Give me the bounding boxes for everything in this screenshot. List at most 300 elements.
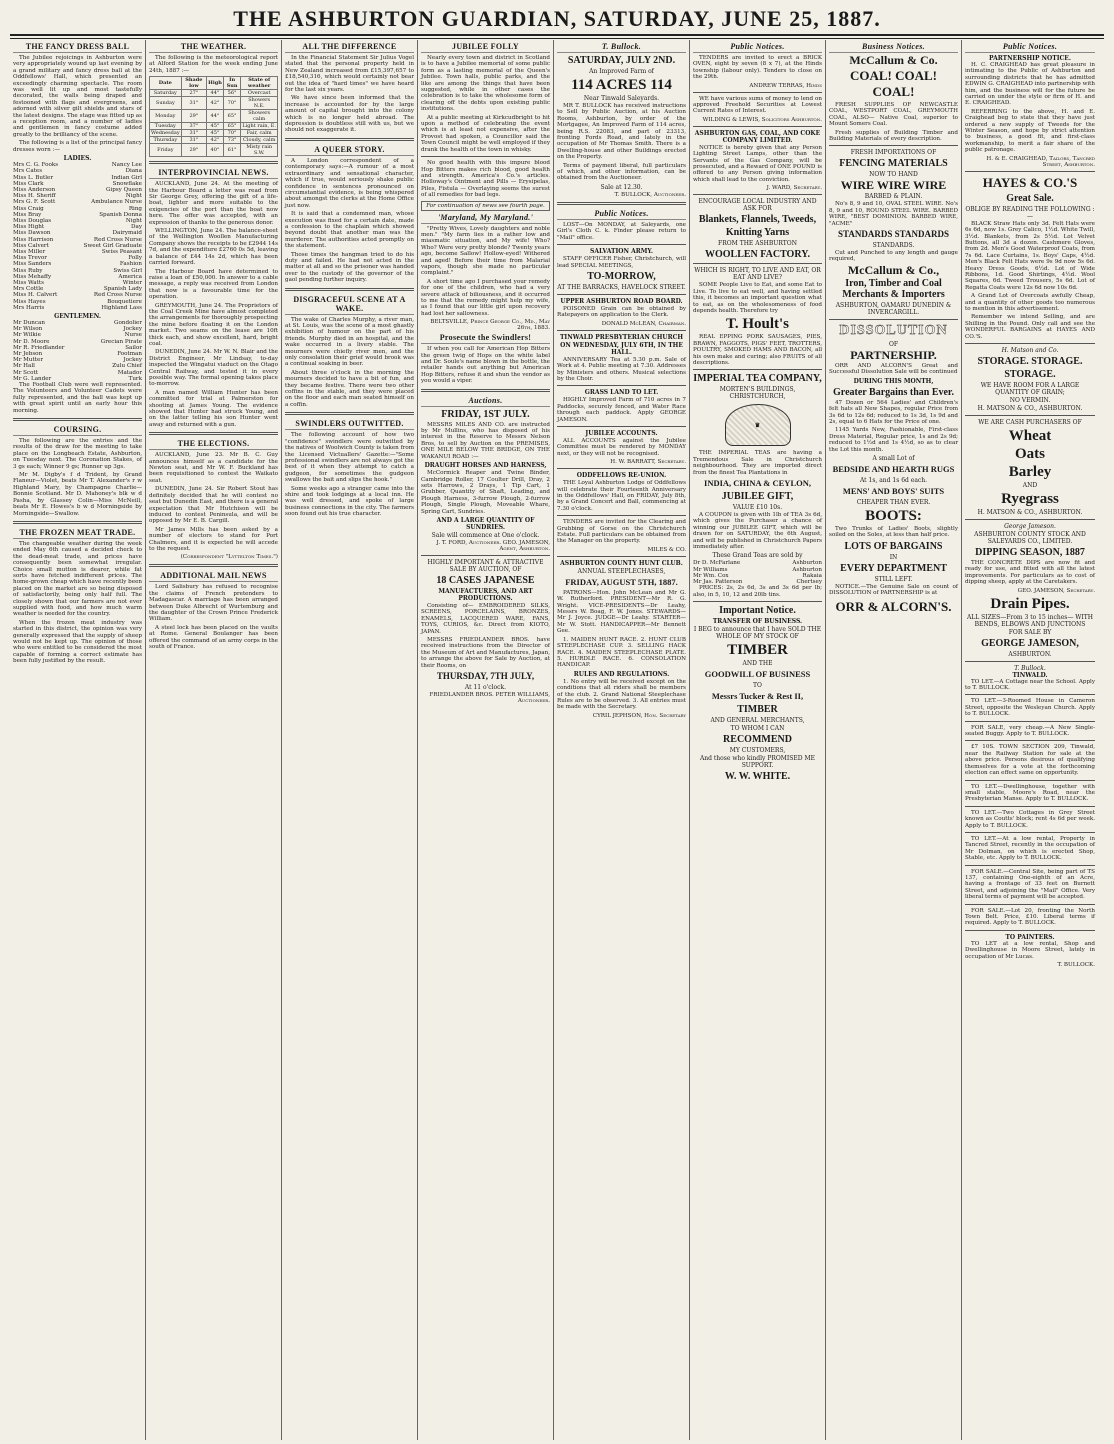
rugs-title: BEDSIDE AND HEARTH RUGS [832,463,955,474]
list-item: Miss H. Calvert Red Cross Nurse [13,292,142,299]
mccallum-name: McCallum & Co. [849,53,938,67]
auction-text: MESSRS MILES AND CO. are instructed by Mr Mullins, who has disposed of his interest in the Reserve to Messrs Nelson Bros, to sell by Auction on the PREMISES, ONE MILE BELOW THE BRIDGE, ON THE WAKANUI ROAD :— [421,421,550,460]
transfer-customers: MY CUSTOMERS, [729,747,786,755]
grain-barley: Barley [1008,464,1052,480]
money-to-lend-signature: WILDING & LEWIS, Solicitors Ashburton. [702,116,822,123]
table-row: Wednesday 31° 45° 70° Fair, calm [150,130,278,137]
business-notices-heading: Business Notices. [829,42,958,53]
swindlers-heading: SWINDLERS OUTWITTED. [285,419,414,430]
coursing-heading: COURSING. [13,425,142,436]
list-item: Mr G. Lander Turk [13,375,142,382]
continuation-note: For continuation of news see fourth page. [421,201,550,211]
farm-auction-location: Near Tinwald Saleyards. [583,95,660,102]
imperial-tea-prices: PRICES: 2s, 2s 6d, 3s and 3s 6d per lb; also, in 5, 10, 12 and 20lb tins. [693,585,822,598]
transfer-timber-2: TIMBER [737,704,778,716]
public-notices-heading-6: Public Notices. [693,42,822,53]
road-board-signature: DONALD McLEAN, Chairman. [601,320,686,327]
list-item: £7 10S. TOWN SECTION 209, Tinwald, near the Railway Station for sale at the above price. Persons desirous of qualifying themselves for a vote at the forthcoming election can effect same on opportunity. [965,744,1095,777]
coal-text: FRESH SUPPLIES OF NEWCASTLE COAL, WESTPORT COAL, GREYMOUTH COAL, ALSO— Native Coal, superior to Mount Somers Coal. [829,102,958,128]
auction-horses: DRAUGHT HORSES AND HARNESS, [424,462,547,470]
list-item: Miss Dawson Dairymaid [13,230,142,237]
coursing-text-2: Mr M. Digby's f d Trident, by Grand Flaneur—Violet, beats Mr T. Alexander's r w Highland Mary, by Champagne Charlie—Bonnie Scotland. Mr D. Mahoney's blk w d Pasha, by Glassey Colin—Miss McNeill, beats Mr E. Howes's b w d Morningside by Morningside—Swallow. [13,472,142,517]
fencing-ad [829,149,958,315]
road-board-text: POISONED Grain can be obtained by Ratepayers on application to the Clerk. [557,305,686,319]
farm-auction-sub: An Improved Farm of [589,68,654,75]
auction-ad-friday [421,409,550,552]
grain-wheat: Wheat [1008,428,1052,444]
auction-items: McCormick Reaper and Twine Binder, Cambridge Roller, 17 Coulter Drill, Dray, 2 sets Harrows, 2 Drays, 1 Tip Cart, 1 Grubber, Quantity of Shaft, Leading, and Plough Harness, 3-furrow Plough, 2-furrow Plough, Single Plough, Moveable Whare, Spring Cart, Sundries. [421,470,550,515]
dissolution-of: OF [888,340,899,348]
list-item: Mr Hall Zulu Chief [13,363,142,370]
transfer-whom: TO WHOM I CAN [730,725,785,733]
lots-bargains: LOTS OF BARGAINS [844,540,943,552]
list-item: TO LET.—Dwellinghouse, together with small stable, Moore's Road, near the Presbyterian Manse. Apply to T. BULLOCK. [965,783,1095,803]
grain-ryegrass: Ryegrass [1001,491,1059,507]
queer-story-text-1: A London correspondent of a contemporary says:—A rumour of a most extraordinary and sensational character, which if true, would seriously shake public confidence in sentences pronounced on circumstantial evidence, is being whispered about amongst the clerks at the Home Office just now. [285,157,414,209]
table-row: Saturday 27° 44° 56° Overcast [150,90,278,97]
agents-heading: These Grand Teas are sold by [712,552,803,560]
brick-oven-signature: ANDREW TERRAS, Hinds [749,82,822,89]
mccallum-coal-ad [829,55,958,142]
prosecute-heading: Prosecute the Swindlers! [421,333,550,344]
salvation-army-ad [557,248,686,291]
table-row: Thursday 31° 42° 73° Cloudy, calm [150,137,278,144]
still-left: STILL LEFT. [874,575,913,583]
hop-bitters-text: No good health with this impure blood Hop Bitters makes rich blood, good health and strength. America's Co.'s articles. Holloway's Ointment and Pills — Erysipelas, Piles, Fistula — Overlaying seems the surest of all remedies for bad legs. [421,160,550,199]
drain-pipes-text: ALL SIZES—From 3 to 15 inches— WITH BENDS, ELBOWS AND JUNCTIONS [966,613,1094,628]
list-item: Mr Duncan Gondolier [13,319,142,326]
masthead-title: THE ASHBURTON GUARDIAN, SATURDAY, JUNE 25, 1887. [233,6,881,31]
hunt-club-signature: CYRIL JEPHSON, Hon. Secretary [592,712,686,719]
list-item: Miss Bray Spanish Donna [13,211,142,218]
storage-text: WE HAVE ROOM FOR A LARGE QUANTITY OF GRAIN; [980,382,1080,396]
hoult-name: T. Hoult's [725,316,790,333]
road-board-ad [557,298,686,327]
list-item: Miss Trevor Folly [13,255,142,262]
road-board-heading: UPPER ASHBURTON ROAD BOARD. [560,297,683,305]
tenders-gorse-text: TENDERS are invited for the Clearing and Grubbing of Gorse on the Christchurch Estate. Full particulars can be obtained from the Manager on the property. [557,519,686,545]
during-month: DURING THIS MONTH, [853,377,934,385]
salvation-army-heading: SALVATION ARMY. [590,248,653,256]
list-item: FOR SALE.—Central Site, being part of TS 137, containing One-eighth of an Acre, having a frontage of 33 feet on Burnett Street, and adjoining the "Mail" Office. Very liberal terms of payment will be accepted. [965,868,1095,901]
japanese-sale-top: HIGHLY IMPORTANT & ATTRACTIVE SALE BY AUCTION, OF [427,558,544,573]
list-item: Miss Douglas Night [13,217,142,224]
imperial-tea-countries: INDIA, CHINA & CEYLON, [704,477,811,488]
rugs-price: At 1s, and 1s 6d each. [859,476,928,484]
list-item: Miss Sanders Fashion [13,261,142,268]
woollen-factory-ad [693,198,822,260]
orr-alcorn-name: ORR & ALCORN'S. [835,598,952,614]
list-item: Miss Clark Snowflake [13,180,142,187]
weather-intro: The following is the meteorological report at Alford Station for the week ending June 24th, 1887 :— [149,55,278,74]
list-item: FOR SALE, very cheap.—A New Single-seated Buggy. Apply to T. BULLOCK. [965,724,1095,738]
table-row: Sunday 31° 42° 70° Showers N.E. [150,97,278,110]
list-item: Miss Calvert Sweet Girl Graduate [13,242,142,249]
list-item: Miss H. Sheriff Night [13,193,142,200]
list-item: Mr R. Friedlander Sailor [13,344,142,351]
jubilee-accounts-heading: JUBILEE ACCOUNTS. [585,429,658,437]
brick-oven-tender: TENDERS are invited to erect a BRICK OVEN, eight by seven (8 x 7), at the Hinds township (labour only). Tenders to close on the 29th. [693,55,822,81]
queer-story-text-3: Those times the hangman tried to do his duty and failed. He had not acted in the matter at all and so the prisoner was handed over to the custody of the governor of the gaol pending further inquiry. [285,251,414,284]
hayes-remember: Remember we intend Selling, and are Shilling in the Pound. Only call and see the WONDERFUL BARGAINS at HAYES AND CO.'S. [965,314,1095,340]
to-let-list [965,679,1095,931]
gas-company-heading: ASHBURTON GAS, COAL, AND COKE COMPANY LIMITED. [694,129,821,144]
transfer-timber: TIMBER [727,642,788,659]
tinwald-church-date: ON WEDNESDAY, JULY 6TH, IN THE HALL. [560,341,683,356]
county-stock: ASHBURTON COUNTY STOCK AND SALEYARDS CO., LIMITED. [974,531,1086,545]
jameson-dipping-ad [965,523,1095,658]
imperial-tea-ad [693,373,822,598]
towns-list: ASHBURTON, OAMARU DUNEDIN & INVERCARGILL. [835,301,952,316]
money-to-lend: WE have various sums of money to lend on approved Freehold Securities at Lowest Current Rates of Interest. [693,95,822,115]
jubilee-folly-text-1: Nearly every town and district in Scotland is to have a Jubilee memorial of some public form as a lasting memorial of the Queen's Jubilee. Town halls, public parks, and the like are among the things that have been suggested, while in other cases the celebration is to take the wholesome form of clearing off the debts upon existing public institutions. [421,55,550,113]
hoult-text: SOME People Live to Eat, and some Eat to Live. To live to eat well, and having settled this, it becomes an important question what to eat, as on the wholesomeness of food depends health. Therefore try [693,282,822,314]
column-5 [554,40,690,1440]
knitting-text: Knitting Yarns [725,227,790,239]
frozen-meat-heading: THE FROZEN MEAT TRADE. [13,528,142,539]
elections-dunedin: DUNEDIN, June 24. Sir Robert Stout has definitely decided that he will contest no seat but Dunedin East, and there is a general expectation that Mr Hutchison will be induced to contest Peninsula, and will be opposed by Mr E. B. Cargill. [149,486,278,525]
swindlers-text-2: Some weeks ago a stranger came into the shire and took lodgings at a local inn. He was well dressed, and spoke of large business connections in the city. The farmers soon found out his true character. [285,485,414,518]
weather-heading: THE WEATHER. [149,42,278,53]
hayes-overcoats: A Grand Lot of Overcoats awfully Cheap, and a quantity of other goods too numerous to mention in this advertisement. [965,293,1095,312]
cash-signature: H. MATSON & CO., ASHBURTON. [977,509,1083,516]
difference-text-2: We have since been informed that the increase is accounted for by the large amount of capital brought into the colony which is no longer held abroad. The depression is doubtless still with us, but we should not exaggerate it. [285,95,414,134]
timber-supplies: Fresh supplies of Building Timber and Building Materials of every description. [829,129,958,143]
list-item: Miss Mehaffy America [13,273,142,280]
list-item: Miss Craig Ring [13,205,142,212]
table-header: Shade low [181,77,206,90]
greater-bargains: Greater Bargains than Ever. [833,386,954,398]
wake-text-1: The wake of Charles Murphy, a river man, at St. Louis, was the scene of a most ghastly exhibition of humour on the part of his friends. Murphy died in an hospital, and the wake occurred in a livery stable. The mourners were chiefly river men, and the only consolation their grief would brook was a continual soaking in beer. [285,316,414,368]
dipping-signature: GEO. JAMESON, Secretary. [1017,587,1095,594]
fancy-ball-text: The Jubilee rejoicings in Ashburton were very appropriately wound up last evening by a grand military and fancy dress ball at the Oddfellows' Hall, which presented an exceedingly charming spectacle. The room was well lit up and most tastefully decorated, the walls being draped and festooned with flags and evergreens, and adorned with silver gilt shields and stars of the latest designs. The stage was fitted up as a reception room, and a number of ladies and gentlemen in fancy costume added greatly to the brilliancy of the scene. [13,55,142,138]
japanese-sale-date: THURSDAY, 7TH JULY, [436,671,535,681]
fresh-importations: FRESH IMPORTATIONS OF [850,149,937,157]
hoult-products: REAL EPPING PORK SAUSAGES, PIES, BRAWN, FAGGOTS, PIGS' FEET, TROTTERS, POULTRY, SMOKED HAMS AND BACON, all his own make and curing; also FRUITS of all descriptions. [693,334,822,366]
ladies-heading: LADIES. [63,155,92,163]
rules-heading: RULES AND REGULATIONS. [573,670,670,678]
list-item: Miss Anderson Gipsy Queen [13,186,142,193]
dissolution-text: ORR AND ALCORN'S Great and Successful Dissolution Sale will be continued [829,362,958,376]
gas-company-text: NOTICE is hereby given that any Person Lighting Street Lamps, other than the Servants of the Gas Company, will be prosecuted, and a Reward of ONE POUND is offered to any Person giving information which shall lead to the conviction. [693,144,822,183]
table-row: Monday 29° 44° 65° Showers calm [150,110,278,123]
gents-list [13,320,142,382]
oddfellows-heading: ODDFELLOWS RE-UNION. [576,472,667,480]
farm-auction-terms: Terms of payment liberal, full particulars of which, and other information, can be obtained from the Auctioneer. [557,162,686,182]
column-4 [418,40,554,1440]
hunt-club-officers: PATRONS—Hon. John McLean and Mr G. W. Rutherford. PRESIDENT—Mr R. G. Wright. VICE-PRESIDENTS—Dr Leahy, Messrs W. Boag, F. W. Jones. STEWARDS—Mr J. Joyce. JUDGE—Dr Leahy. STARTER—Mr W. Stott. HANDICAPPER—Mr Bennett Gee. [557,589,686,635]
dipping-title: DIPPING SEASON, 1887 [975,547,1085,558]
jubilee-gift-title: JUBILEE GIFT, [721,490,794,502]
jubilee-accounts-signature: H. W. BARRATT, Secretary. [610,459,686,466]
grass-land-heading: GRASS LAND TO LET. [584,389,659,397]
farm-auction-date: SATURDAY, JULY 2ND. [567,55,676,66]
maryland-heading: 'Maryland, My Maryland.' [421,213,550,224]
for-sale-by: FOR SALE BY [1008,628,1052,636]
encourage-text: ENCOURAGE LOCAL INDUSTRY AND ASK FOR [698,198,817,213]
storage-title-2: STORAGE. [1004,369,1056,380]
transfer-thanks: And those who kindly PROMISED ME SUPPORT. [699,755,816,770]
difference-text-1: In the Financial Statement Sir Julius Vogel stated that the personal property held in New Zealand increased from £15,397,657 to £18,540,316, which would certainly not bear out the idea of "hard times" we have heard for the last six years. [285,55,414,94]
bullock-heading-8: T. Bullock. [1014,664,1046,672]
interprovincial-harbour: The Harbour Board have determined to raise a loan of £50,000. In answer to a cable message, a reply was received from London that now is a favourable time for the operation. [149,268,278,301]
interprovincial-dunedin: DUNEDIN, June 24. Mr W. N. Blair and the District Engineer, Mr Lindsay, to-day inspected the Wingatui viaduct on the Otago Central Railway, and tested it in every possible way. The formal opening takes place to-morrow. [149,349,278,388]
public-notices-heading-5: Public Notices. [557,209,686,220]
imperial-tea-coupon: A COUPON is given with 1lb of TEA 3s 6d, which gives the Purchaser a chance of winning our JUBILEE GIFT, which will be drawn for on SATURDAY, the 6th August, and will be published in Christchurch Papers immediately after. [693,511,822,550]
elections-auckland: AUCKLAND, June 23. Mr B. C. Guy announces himself as a candidate for the Newton seat, and Mr W. F. Buckland has been requisitioned to contest the Waikato seat. [149,452,278,484]
list-item: TO LET.—3-Roomed House in Cameron Street, opposite the Wesleyan Church. Apply to T. BULLOCK. [965,698,1095,718]
elections-correspondent: (Correspondent "Lyttelton Times.") [180,554,278,561]
oblige-text: OBLIGE BY READING THE FOLLOWING :— [965,205,1095,220]
column-2 [146,40,282,1440]
boots-title: BOOTS: [865,507,922,524]
george-jameson: GEORGE JAMESON, [981,637,1079,649]
imperial-tea-text: THE IMPERIAL TEAS are having a Tremendous Sale in Christchurch neighbourhood. They are imported direct from the finest Tea Plantations in [693,450,822,476]
dipping-text: THE CONCRETE DIPS are now fit and ready for use, and fitted with all the latest improvements. For particulars as to cost of dipping sheep, apply at the Caretakers. [965,560,1095,586]
difference-heading: ALL THE DIFFERENCE [285,42,414,53]
transfer-and-the: AND THE [742,660,773,668]
column-8 [962,40,1098,1440]
mail-news-text-2: A steel lock has been placed on the vaults at Rome. General Boulanger has been offered the command of an army corps in the south of France. [149,624,278,650]
hunt-club-sub: ANNUAL STEEPLECHASES, [577,567,666,575]
column-6 [690,40,826,1440]
list-item: Miss Miller Swiss Peasant [13,248,142,255]
auction-time: Sale will commence at One o'clock. [431,531,540,539]
from-factory-text: FROM THE ASHBURTON [718,240,797,248]
list-item: Miss Watts Winter [13,279,142,286]
coal-title: COAL! COAL! COAL! [849,68,938,99]
jameson-heading: George Jameson. [1004,523,1056,530]
table-header: High [207,77,224,90]
ladies-list [13,162,142,311]
hats-offer: 47 Dozen or 564 Ladies' and Children's felt hats all New Shapes, regular Price from 3s 6d to 12s 6d; reduced to 1s 3d, 1s 9d and 2s, equal to 6 Hats for the Price of one. [829,399,958,425]
frozen-meat-text-2: When the frozen meat industry was started in this district, the opinion was very generally expressed that the supply of sheep would not be kept up. The opinion of those who were entitled to be considered the most capable of forming a correct estimate has been fully justified by the result. [13,619,142,665]
oddfellows-ad [557,472,686,512]
rules-text: 1. No entry will be received except on the conditions that all riders shall be members of the club. 2. Grand National Steeplechase Rules are to be observed. 3. All entries must be made with the Secretary. [557,678,686,711]
mail-news-text-1: Lord Salisbury has refused to recognise the claims of French pretenders to Madagascar. A marriage has been arranged between Duke Albrecht of Wurtemburg and the daughter of the Crown Prince Frederick William. [149,584,278,623]
matson-storage-ad [965,347,1095,516]
transfer-recommend: RECOMMEND [723,734,792,746]
transfer-goodwill: GOODWILL OF BUSINESS [704,669,811,680]
list-item: Mrs Cates Diana [13,168,142,175]
column-1 [10,40,146,1440]
list-item: Mr Scott Matador [13,369,142,376]
list-item: Mrs Harris Highland Lass [13,304,142,311]
blankets-text: Blankets, Flannels, Tweeds, [698,214,817,226]
elections-heading: THE ELECTIONS. [149,439,278,450]
jubilee-accounts-ad [557,430,686,465]
salvation-army-text: STAFF OFFICER Fisher, Christchurch, will lead SPECIAL MEETINGS, [557,256,686,269]
standards-title: STANDARDS STANDARDS [838,229,949,240]
japanese-sale-title: 18 CASES JAPANESE [436,574,535,586]
japanese-sale-ad [421,559,550,704]
craighead-tweeds: REFERRING to the above, H. and E. Craighead beg to state that they have just ordered a new supply of Tweeds for the Winter Season, and hope by strict attention to business, a good fit, and first-class workmanship, to merit a fair share of the public patronage. [965,108,1095,154]
hunt-club-heading: ASHBURTON COUNTY HUNT CLUB. [560,559,683,567]
list-item: Miss Hight Day [13,224,142,231]
partnership-notice-text: H. C. CRAIGHEAD has great pleasure in intimating to the Public of Ashburton and surrounding districts that he has admitted EDWIN G. CRAIGHEAD into partnership with him, and the business will for the future be carried on under the style or firm of H. and E. CRAIGHEAD. [965,62,1095,107]
grain-oats: Oats [1015,446,1045,462]
partnership-title: PARTNERSHIP. [850,347,937,362]
suits-title: MENS' AND BOYS' SUITS [842,485,945,496]
list-item: Mr D. Moore Grecian Pirate [13,338,142,345]
iron-timber-title: Iron, Timber and Coal Merchants & Importers [842,277,945,300]
lost-notice: LOST—On MONDAY, at Saleyards, one Girl's Cloth C. k. Finder please return to "Mail" office. [557,221,686,241]
fencing-title: FENCING MATERIALS [839,158,948,170]
list-item: Mr Wilkie Nurse [13,332,142,339]
mccallum-name-2: McCallum & Co., [847,262,940,277]
auction-sundries: AND A LARGE QUANTITY OF SUNDRIES. [436,516,535,531]
list-item: Mr Jas. Patterson Chertsey [693,579,822,586]
tenders-gorse-signature: MILES & CO. [647,546,686,553]
column-7 [826,40,962,1440]
maryland-signature: BELTSVILLE, Prince George Co., Md., May 26th, 1883. [430,319,550,332]
wake-heading: DISGRACEFUL SCENE AT A WAKE. [285,295,414,315]
now-to-hand: NOW TO HAND [869,171,918,179]
japanese-sale-signature: FRIEDLANDER BROS. PETER WILLIAMS, Auctioneer. [429,692,550,704]
transfer-to: TO [753,682,762,690]
queer-story-text-2: It is said that a condemned man, whose execution was fixed for a certain date, made a confession to the chaplain which showed beyond doubt that another man was the murderer. The authorities acted promptly on the statement. [285,211,414,250]
grass-land-text: HIGHLY Improved Farm of 710 acres in 7 Paddocks, securely fenced, and Water Race through each paddock. Apply GEORGE JAMESON. [557,397,686,423]
every-department: EVERY DEPARTMENT [840,562,947,574]
frozen-meat-text-1: The changeable weather during the week ended May 6th caused a decided check to the dead-meat trade, and prices have consequently been somewhat irregular. Choice small mutton is dearer, while fat sorts have fetched indifferent prices. The home-grown cheap which have recently been placed on the market are so being disposed of satisfactorily, being only half full. The closely shown that our farmers are not ever supplied with food, and how much warm weather is needed for the country. [13,540,142,618]
hoult-question: WHICH IS RIGHT, TO LIVE AND EAT, OR EAT AND LIVE? [694,267,821,282]
drain-pipes-title: Drain Pipes. [990,595,1070,612]
salvation-army-location: AT THE BARRACKS, HAVELOCK STREET. [557,283,686,291]
standards-sub: STANDARDS. [872,242,915,250]
oddfellows-text: THE Loyal Ashburton Lodge of Oddfellows will celebrate their Fourteenth Anniversary in the Oddfellows' Hall, on FRIDAY, July 8th, by a Grand Concert and Ball, commencing at 7.30 o'clock. [557,480,686,512]
farm-auction-text: MR T. BULLOCK has received instructions to Sell by Public Auction, at his Auction Rooms, Ashburton, by order of the Mortgagee, An Improved Farm of 114 acres, being R.S. 22083, and part of 23313, fronting Fords Road, and lately in the occupation of Mr Thomas Smith. There is a Dwelling-house and other Buildings erected on the Property. [557,103,686,161]
list-item: Mr Williams Ashburton [693,566,822,573]
list-item: Mrs C. G. Fooks Nancy Lee [13,162,142,169]
interprovincial-heading: INTERPROVINCIAL NEWS. [149,168,278,179]
transfer-tucker: Messrs Tucker & Rest II, [711,691,804,702]
imperial-tea-location: MORTEN'S BUILDINGS, CHRISTCHURCH, [719,386,796,401]
great-sale: Great Sale. [1006,192,1054,204]
genuine-sale-notice: NOTICE.—The Genuine Sale on count of DISSOLUTION of PARTNERSHIP is at [829,583,958,597]
gents-heading: GENTLEMEN. [54,312,101,320]
tinwald-church-text: ANNIVERSARY Tea at 5.30 p.m. Sale of Work at 4. Public meeting at 7.30. Addresses by Ministers and others. Musical selections by the Choir. [557,356,686,382]
farm-auction-signature: T. BULLOCK, Auctioneer. [614,191,686,198]
transfer-general: AND GENERAL MERCHANTS, [710,717,805,725]
masthead [10,4,1104,36]
list-item: TO LET.—At a low rental, Property in Tancred Street, recently in the occupation of Mr Dolman, on which is erected Shop, Stable, etc. Apply to T. BULLOCK. [965,835,1095,862]
list-item: Mrs G. F. Scott Ambulance Nurse [13,199,142,206]
list-item: TO LET.—A Cottage near the School. Apply to T. BULLOCK. [965,678,1095,692]
tinwald-church-heading: TINWALD PRESBYTERIAN CHURCH [559,333,684,341]
list-item: Miss Harrison Red Cross Nurse [13,236,142,243]
hoult-ad [693,267,822,366]
prosecute-text: If when you call for American Hop Bitters the green twig of Hops on the white label and Dr. Soule's name blown in the bottle, the retailer hands out anything but American Hop Bitters, refuse it and shun the vendor as you would a viper. [421,346,550,385]
storage-title: STORAGE. STORAGE. [977,356,1083,367]
interprovincial-greymouth: GREYMOUTH, June 24. The Proprietors of the Coal Creek Mine have almost completed the arrangements for thoroughly prospecting the mine before floating it on the London market. Two seams on the lease are 10ft thick each, and show excellent, hard, bright coal. [149,302,278,347]
fancy-ball-closing: The Football Club were well represented. The Volunteers and Volunteer Cadets were fully represented, and the ball was kept up with great spirit until an early hour this morning. [13,382,142,414]
painters-text: TO LET at a low rental, Shop and Dwellinghouse in Moore Street, lately in occupation of Mr Lucas. [965,940,1095,960]
painters-heading: TO PAINTERS. [1005,933,1055,941]
fancy-ball-heading: THE FANCY DRESS BALL [13,42,142,53]
table-header: State of weather [241,77,278,90]
no-vermin: NO VERMIN. [1009,397,1051,404]
barbed-plain: BARBED & PLAIN. [864,193,923,201]
list-item: Dr D. McFarlane Ashburton [693,560,822,567]
farm-auction-ad [557,55,686,198]
boots-text: Two Trunks of Ladies' Boots, slightly soiled on the Soles, at less than half price. [829,525,958,539]
fancy-ball-intro: The following is a list of the principal fancy dresses worn :— [13,140,142,153]
tinwald-church-ad [557,334,686,383]
transfer-business-ad [693,605,822,782]
table-header: In Sun [223,77,241,90]
important-notice: Important Notice. [719,605,796,617]
table-row: Friday 29° 40° 61° Misty rain S.W. [150,144,278,157]
auction-date: FRIDAY, 1ST JULY. [441,408,530,420]
page-columns [10,40,1104,1440]
table-header: Date [150,77,182,90]
japanese-sale-items: Consisting of— EMBROIDERED SILKS, SCREENS, PORCELAINS, BRONZES, ENAMELS, LACQUERED WARE, FANS, TOYS, CURIOS, &c. Direct from KIOTO, JAPAN. [421,602,550,635]
ashburton-text: ASHBURTON. [1008,650,1052,658]
japanese-sale-text: MESSRS FRIEDLANDER BROS. have received instructions from the Director of the Museum of Art and Manufactures, Japan, to arrange the above for Sale by Auction, at their Rooms, on [421,636,550,669]
auctions-heading: Auctions. [421,396,550,407]
hunt-club-date: FRIDAY, AUGUST 5TH, 1887. [565,576,678,587]
weather-table [149,76,278,157]
jubilee-folly-heading: JUBILEE FOLLY [421,42,550,53]
transfer-title: TRANSFER OF BUSINESS. [712,618,803,626]
craighead-signature: H. & E. CRAIGHEAD, Tailors, Tancred Street, Ashburton. [986,155,1095,168]
queer-story-heading: A QUEER STORY. [285,145,414,156]
list-item: Miss Ruby Swiss Girl [13,267,142,274]
agents-list [693,560,822,585]
grass-land-ad [557,389,686,423]
column-3 [282,40,418,1440]
japanese-sale-time: At 11 o'clock. [464,684,507,691]
jubilee-gift-value: VALUE £10 10s. [732,503,783,511]
gas-company-ad [693,130,822,191]
coursing-text-1: The following are the entries and the results of the draw for the meeting to take place on the Longbeach Estate, Ashburton, on Tuesday next. The Coronation Stakes, of 3 gs each; Winner 9 gs; Runner up 3gs. [13,438,142,470]
wire-list: No's 8, 9 and 10, OVAL STEEL WIRE. No's 8, 9 and 10, ROUND STEEL WIRE. BARBED WIRE, "BEST DOMINION. BARBED WIRE, "ACME" [829,201,958,227]
imperial-tea-title: IMPERIAL TEA COMPANY, [693,373,822,385]
wake-text-2: About three o'clock in the morning the mourners decided to have a bit of fun, and they became festive. There were two other coffins in the stable, and they were placed on the floor and each man seated himself on a coffin. [285,369,414,408]
bullock-heading: T. Bullock. [557,42,686,53]
hayes-sale-ad [965,175,1095,340]
maryland-text-1: "Pretty Wives, Lovely daughters and noble men." "My farm lies in a rather low and miasmatic situation, and My wife! Who? Who? Were very pretty blonde? Twenty years ago, become Sallow! Hollow-eyed! Withered and aged! Before their time from Malarial vapors, though she made no particular complaint." [421,225,550,277]
jubilee-accounts-text: ALL ACCOUNTS against the Jubilee Committee must be rendered by MONDAY next, or they will not be recognised. [557,437,686,457]
auction-signature: J. T. FORD, Auctioneer. GEO. JAMESON, Agent, Ashburton. [436,539,550,552]
interprovincial-auckland: AUCKLAND, June 24. At the meeting of the Harbour Board a letter was read from Sir George Grey, offering the gift of a life-boat, lighter and more suitable to the exigencies of the port than the boat now here. The offer was accepted, with an expression of thanks to the generous donor. [149,181,278,226]
cash-purchasers: WE ARE CASH PURCHASERS OF [978,419,1082,426]
maryland-text-2: A short time ago I purchased your remedy for one of the children, who had a very severe attack of biliousness, and it occurred to me that the remedy might help my wife, as I found that our little girl upon recovery had lost her sallowness. [421,278,550,317]
hunt-club-races: 1. MAIDEN HUNT RACE. 2. HUNT CLUB STEEPLECHASE CUP. 3. SELLING HACK RACE. 4. MAIDEN STEEPLECHASE PLATE. 5. HURDLE RACE. 6. CONSOLATION HANDICAP. [557,636,686,669]
transfer-signature: W. W. WHITE. [724,771,791,783]
hayes-price-list: BLACK Straw Hats only 3d. Felt Hats were 6s 6d, now 1s. Grey Calico, 1½d. White Twill, 3½d. Blankets, from 2s 5½d. Lot Velvet Buttons, all 3d a dozen. Cashmere Gloves, from 2d. Men's Good Waterproof Coats, from 7s 6d. Lace Curtains, 1s. Boys' Caps, 4½d. Men's Black Felt Hats were 9s 9d now 5s 6d. Heavy Dress Goods, 6½d. Lot of Wide Ribbons, 1d. Good Shirtings, 4½d. Wool Squares, 6d. Tweed Trousers, 5s 6d. Lot of Regatta Coats were 12s 6d now 10s 6d. [965,220,1095,291]
list-item: Mr Wilson Jockey [13,326,142,333]
hunt-club-ad [557,560,686,719]
lots-in: IN [889,553,898,561]
table-row: Tuesday 37° 45° 65° Light rain, E. [150,123,278,130]
hayes-title: HAYES & CO.'S [982,174,1078,190]
dissolution-ad [829,323,958,615]
wire-title: WIRE WIRE WIRE [840,178,947,193]
elections-mills: Mr James Mills has been asked by a number of electors to stand for Port Chalmers, and it is expected he will accede to the request. [149,526,278,552]
mail-news-heading: ADDITIONAL MAIL NEWS [149,571,278,582]
farm-auction-acres: 114 ACRES 114 [571,77,672,93]
dress-material-offer: 1145 Yards New, Fashionable, First-class Dress Material, Regular price, 1s and 2s 9d; reduced to 1½d and 1s 4½d, so as to clear the Lot this month. [829,427,958,453]
interprovincial-wellington: WELLINGTON, June 24. The balance-sheet of the Wellington Woollen Manufacturing Company shows the receipts to be £2944 14s 7d, and the expenditure £2760 0s 5d, leaving a balance of £44 14s 2d, which has been carried forward. [149,228,278,267]
list-item: Miss Hayes Bouquetiere [13,298,142,305]
painters-signature: T. BULLOCK. [1057,962,1095,969]
suits-cheaper: CHEAPER THAN EVER. [856,498,931,506]
standards-text: Cut and Punched to any length and gauge required, [829,250,958,263]
grain-and: AND [1022,482,1038,489]
list-item: Mr Wm. Cox Rakaia [693,572,822,579]
gas-company-signature: J. WARD, Secretary. [766,185,822,192]
